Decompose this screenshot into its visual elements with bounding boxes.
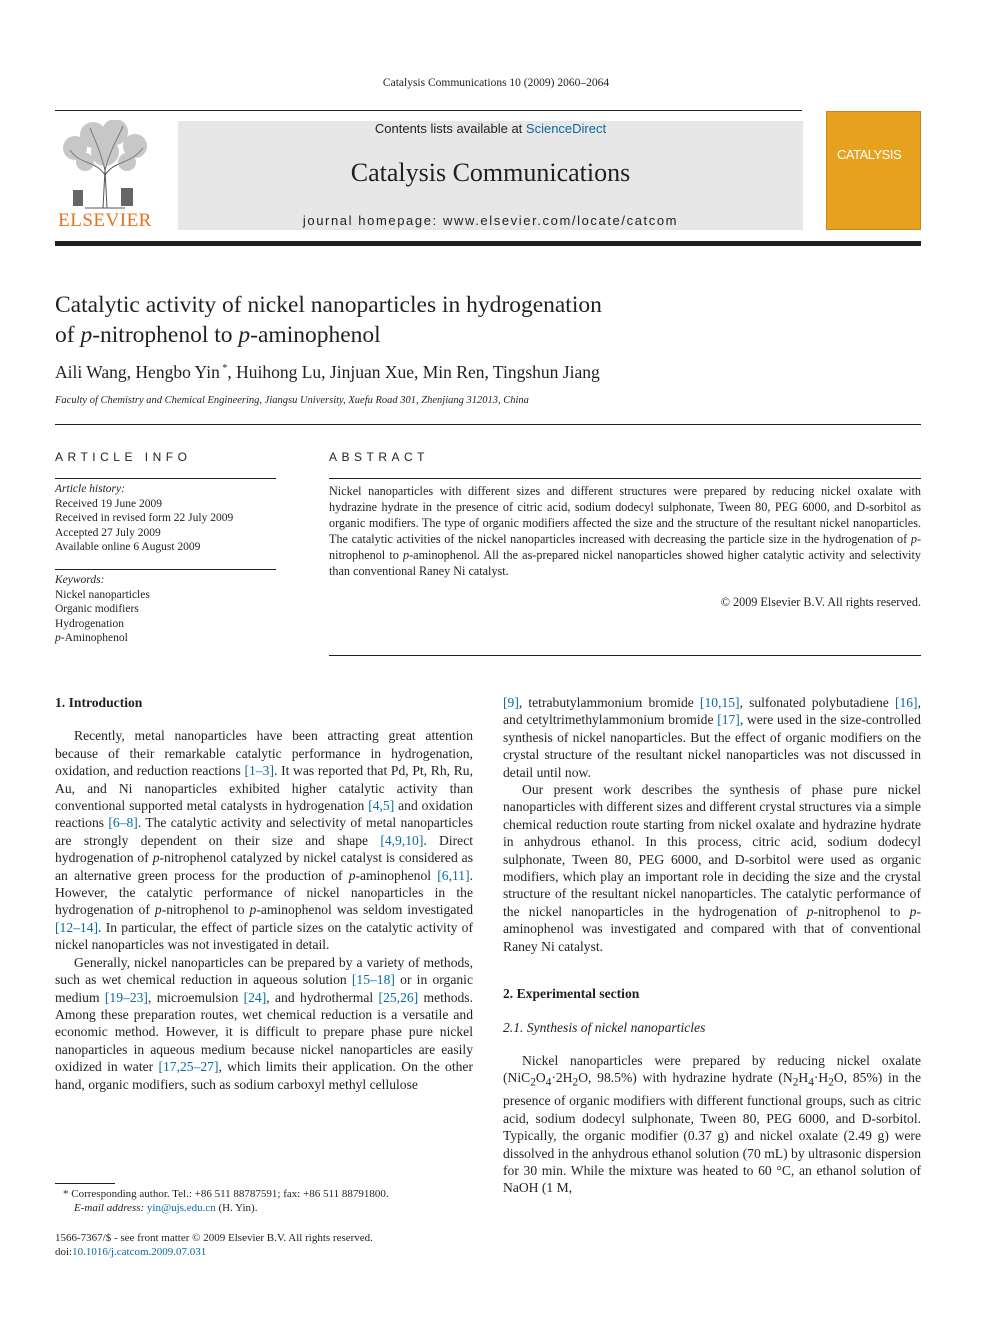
sciencedirect-link[interactable]: ScienceDirect bbox=[525, 121, 607, 136]
left-column bbox=[55, 694, 473, 1093]
keywords-heading: Keywords: bbox=[55, 574, 105, 586]
article-title bbox=[55, 290, 755, 350]
reference-link[interactable]: [17,25–27] bbox=[158, 1059, 219, 1075]
email-link[interactable]: yin@ujs.edu.cn bbox=[146, 1202, 216, 1214]
history-item: Received in revised form 22 July 2009 bbox=[55, 512, 234, 525]
keyword: Nickel nanoparticles bbox=[55, 588, 150, 601]
keywords-rule bbox=[55, 569, 276, 570]
reference-link[interactable]: [4,5] bbox=[368, 798, 395, 814]
article-history bbox=[55, 482, 280, 555]
history-item: Available online 6 August 2009 bbox=[55, 541, 201, 554]
intro-paragraph-2: Generally, nickel nanoparticles can be prepared by a variety of methods, such as wet chemical reduction in aqueous solution [15–18] or in organic medium [19–23], microemulsion [24], and hydrothermal [25,26] methods. Among these preparation routes, wet chemical reduction is a versatile and economic method. However, it is difficult to prepare phase pure nickel nanoparticles in aqueous medium because nickel nanoparticles are easily oxidized in water [17,25–27], which limits their application. On the other hand, organic modifiers, such as sodium carboxyl methyl cellulose bbox=[55, 954, 473, 1092]
reference-link[interactable]: [24] bbox=[243, 989, 267, 1005]
reference-link[interactable]: [9] bbox=[503, 695, 519, 710]
section-rule bbox=[55, 424, 921, 425]
keywords bbox=[55, 573, 280, 646]
abstract-text: Nickel nanoparticles with different sizes and different structures were prepared by reducing nickel oxalate with hydrazine hydrate in the presence of citric acid, sodium dodecyl sulphonate, Tween 80, PEG 6000, and D-sorbitol as organic modifiers. The type of organic modifiers affected the size and the structure of the resultant nickel nanoparticles. The catalytic activities of the nickel nanoparticles increased with decreasing the particle size in the hydrogenation of p-nitrophenol to p-aminophenol. All the as-prepared nickel nanoparticles showed higher catalytic activity and selectivity than conventional Raney Ni catalyst. bbox=[329, 484, 921, 578]
synthesis-paragraph: Nickel nanoparticles were prepared by reducing nickel oxalate ($NiC_2O_4\cdot 2H_2O$, 98.5%) with hydrazine hydrate ($N_2H_4\cdot H_2O$, 85%) in the presence of organic modifiers with different functional groups, such as citric acid, sodium dodecyl sulphonate, Tween 80, PEG 6000, and D-sorbitol. Typically, the organic modifier (0.37 g) and nickel oxalate (2.49 g) were dissolved in the anhydrous ethanol solution (70 mL) by ultrasonic dispersion for 30 min. While the mixture was heated to 60 °C, an ethanol solution of NaOH (1 M, bbox=[503, 1052, 921, 1196]
intro-paragraph-2-continued: [9], tetrabutylammonium bromide [10,15], sulfonated polybutadiene [16], and cetyltrimethylammonium bromide [17], were used in the size-controlled synthesis of nickel nanoparticles. But the effect of organic modifiers on the crystal structure of the resultant nickel nanoparticles was not discussed in detail until now. bbox=[503, 695, 921, 780]
intro-paragraph-3: Our present work describes the synthesis of phase pure nickel nanoparticles with different sizes and different crystal structures via a simple chemical reduction route starting from nickel oxalate and hydrazine hydrate in anhydrous ethanol. In this process, citric acid, sodium dodecyl sulphonate, Tween 80, PEG 6000, and D-sorbitol were used as organic modifiers, which play an important role in deciding the size and the crystal structure of the resultant nickel nanoparticles. The catalytic performance of the nickel nanoparticles in the hydrogenation of p-nitrophenol to p-aminophenol was investigated and compared with that of conventional Raney Ni catalyst. bbox=[503, 782, 921, 954]
reference-link[interactable]: [16] bbox=[894, 695, 918, 710]
reference-link[interactable]: [15–18] bbox=[351, 972, 395, 988]
corresponding-author-note: * Corresponding author. Tel.: +86 511 88787591; fax: +86 511 88791800. bbox=[63, 1188, 389, 1200]
article-info-rule bbox=[55, 478, 276, 479]
reference-link[interactable]: [4,9,10] bbox=[380, 832, 424, 848]
reference-link[interactable]: [1–3] bbox=[244, 763, 274, 779]
issn-line: 1566-7367/$ - see front matter © 2009 Elsevier B.V. All rights reserved. bbox=[55, 1232, 373, 1244]
intro-paragraph-1: Recently, metal nanoparticles have been attracting great attention because of their remarkable catalytic performance in hydrogenation, oxidation, and reduction reactions [1–3]. It was reported that Pd, Pt, Rh, Ru, Au, and Ni nanoparticles exhibited higher catalytic activity than conventional supported metal catalysts in hydrogenation [4,5] and oxidation reactions [6–8]. The catalytic activity and selectivity of metal nanoparticles are strongly dependent on their size and shape [4,9,10]. Direct hydrogenation of p-nitrophenol catalyzed by nickel catalyst is considered as an alternative green process for the production of p-aminophenol [6,11]. However, the catalytic performance of nickel nanoparticles in the hydrogenation of p-nitrophenol to p-aminophenol was seldom investigated [12–14]. In particular, the effect of particle sizes on the catalytic activity of nickel nanoparticles was not investigated in detail. bbox=[55, 728, 474, 953]
email-note: E-mail address: yin@ujs.edu.cn (H. Yin). bbox=[74, 1202, 258, 1214]
keyword: p-Aminophenol bbox=[55, 632, 128, 645]
affiliation: Faculty of Chemistry and Chemical Engineering, Jiangsu University, Xuefu Road 301, Zhenjiang 312013, China bbox=[55, 395, 529, 406]
history-heading: Article history: bbox=[55, 483, 125, 495]
elsevier-wordmark: ELSEVIER bbox=[58, 210, 152, 231]
doi-link[interactable]: 10.1016/j.catcom.2009.07.031 bbox=[72, 1246, 207, 1258]
abstract-rule bbox=[329, 478, 921, 479]
cover-title: CATALYSIS bbox=[837, 147, 902, 162]
abstract-label: ABSTRACT bbox=[329, 450, 430, 464]
article-info-label: ARTICLE INFO bbox=[55, 450, 192, 464]
journal-citation: Catalysis Communications 10 (2009) 2060–2064 bbox=[382, 77, 610, 89]
contents-line bbox=[178, 121, 803, 136]
subsection-heading-synthesis: 2.1. Synthesis of nickel nanoparticles bbox=[503, 1019, 706, 1035]
header-thick-rule bbox=[55, 241, 921, 246]
journal-homepage[interactable]: journal homepage: www.elsevier.com/locate/catcom bbox=[302, 213, 679, 228]
article-title-line2: of p-nitrophenol to p-aminophenol bbox=[55, 322, 381, 348]
tree-icon bbox=[55, 120, 155, 210]
keyword: Hydrogenation bbox=[55, 617, 124, 630]
header-rule bbox=[55, 110, 802, 111]
reference-link[interactable]: [17] bbox=[717, 712, 740, 728]
abstract-bottom-rule bbox=[329, 655, 921, 656]
reference-link[interactable]: [6–8] bbox=[108, 815, 138, 831]
history-item: Received 19 June 2009 bbox=[55, 497, 162, 510]
author-list: Aili Wang, Hengbo Yin *, Huihong Lu, Jinjuan Xue, Min Ren, Tingshun Jiang bbox=[55, 362, 600, 382]
journal-cover-thumbnail[interactable] bbox=[826, 111, 921, 230]
history-item: Accepted 27 July 2009 bbox=[55, 526, 161, 539]
section-heading-introduction: 1. Introduction bbox=[55, 695, 143, 710]
reference-link[interactable]: [10,15] bbox=[699, 695, 740, 710]
reference-link[interactable]: [19–23] bbox=[104, 989, 148, 1005]
footnote-rule bbox=[55, 1183, 115, 1184]
reference-link[interactable]: [6,11] bbox=[437, 867, 470, 883]
abstract-copyright: © 2009 Elsevier B.V. All rights reserved. bbox=[720, 595, 921, 609]
article-title-line1: Catalytic activity of nickel nanoparticles in hydrogenation bbox=[55, 292, 602, 318]
reference-link[interactable]: [12–14] bbox=[55, 919, 99, 935]
doi-line: doi:10.1016/j.catcom.2009.07.031 bbox=[55, 1246, 207, 1258]
right-column bbox=[503, 694, 921, 1197]
front-matter bbox=[55, 1231, 475, 1259]
contents-prefix: Contents lists available at bbox=[374, 121, 526, 136]
footnote bbox=[55, 1187, 475, 1215]
journal-title: Catalysis Communications bbox=[350, 158, 631, 187]
corresponding-mark[interactable]: * bbox=[219, 363, 228, 375]
keyword: Organic modifiers bbox=[55, 603, 139, 616]
section-heading-experimental: 2. Experimental section bbox=[503, 986, 640, 1002]
reference-link[interactable]: [25,26] bbox=[378, 989, 419, 1005]
